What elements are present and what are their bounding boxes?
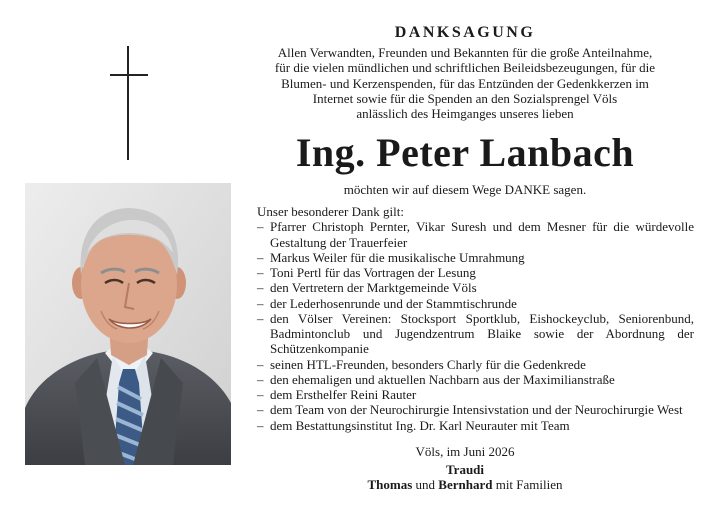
page-title: DANKSAGUNG (394, 24, 536, 41)
list-item: – dem Ersthelfer Reini Rauter (257, 387, 694, 402)
list-item: – den Vertretern der Marktgemeinde Völs (257, 280, 694, 295)
special-thanks-list (257, 219, 694, 433)
portrait-photo (25, 183, 231, 465)
list-item: – Markus Weiler für die musikalische Umrahmung (257, 250, 694, 265)
intro-line: Allen Verwandten, Freunden und Bekannten für die große Anteilnahme, (277, 45, 653, 60)
list-item: – seinen HTL-Freunden, besonders Charly für die Gedenkrede (257, 357, 694, 372)
intro-line: Blumen- und Kerzenspenden, für das Entzünden der Gedenkkerzen im (281, 75, 649, 91)
special-thanks-section (257, 204, 694, 433)
list-item: – Pfarrer Christoph Pernter, Vikar Suresh und dem Mesner für die würdevolle Gestaltung der Trauerfeier (257, 219, 694, 250)
list-item: – den Völser Vereinen: Stocksport Sportklub, Eishockeyclub, Seniorenbund, Badmintonclub und Jugendzentrum Blaike sowie der Abordnung der Schützenkompanie (257, 311, 694, 357)
list-item: – den ehemaligen und aktuellen Nachbarn aus der Maximilianstraße (257, 372, 694, 387)
intro-line: für die vielen mündlichen und schriftlichen Beileidsbezeugungen, für die (274, 60, 656, 76)
deceased-name: Ing. Peter Lanbach (295, 130, 635, 175)
list-item: – der Lederhosenrunde und der Stammtischrunde (257, 296, 694, 311)
intro-line: anlässlich des Heimganges unseres lieben (356, 106, 574, 122)
intro-text (240, 45, 690, 121)
cross-symbol (110, 46, 148, 160)
intro-line: Internet sowie für die Spenden an den Sozialsprengel Völs (312, 90, 618, 106)
signature-connector: und (412, 477, 439, 492)
signature-name-thomas: Thomas (367, 477, 413, 492)
place-date: Völs, im Juni 2026 (415, 444, 515, 459)
thanks-statement: möchten wir auf diesem Wege DANKE sagen. (343, 182, 587, 197)
signature-line-1: Traudi (445, 462, 485, 477)
signature-name-bernhard: Bernhard (438, 477, 493, 492)
list-item: – dem Bestattungsinstitut Ing. Dr. Karl Neurauter mit Team (257, 418, 694, 433)
signature-suffix: mit Familien (492, 477, 563, 492)
signature-line-2 (240, 477, 690, 493)
list-item: – Toni Pertl für das Vortragen der Lesung (257, 265, 694, 280)
list-item: – dem Team von der Neurochirurgie Intensivstation und der Neurochirurgie West (257, 402, 694, 417)
special-thanks-intro: Unser besonderer Dank gilt: (257, 204, 404, 219)
